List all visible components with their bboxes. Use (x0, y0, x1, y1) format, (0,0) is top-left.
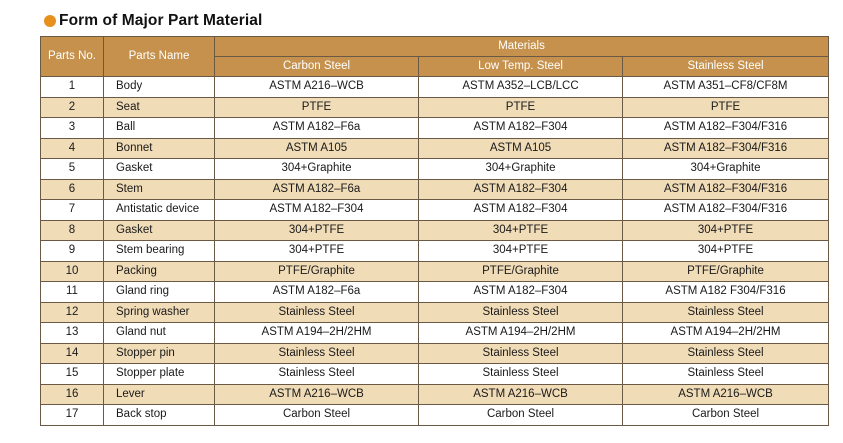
parts-no-cell: 13 (41, 323, 104, 344)
table-row (41, 220, 829, 241)
header-materials: Materials (215, 37, 829, 57)
stainless-steel-cell: ASTM A182–F304/F316 (623, 138, 829, 159)
table-row (41, 138, 829, 159)
stainless-steel-cell: 304+PTFE (623, 220, 829, 241)
carbon-steel-cell: 304+Graphite (215, 159, 419, 180)
parts-name-cell: Gasket (104, 220, 215, 241)
low-temp-steel-cell: ASTM A182–F304 (419, 282, 623, 303)
table-row (41, 241, 829, 262)
parts-name-cell: Spring washer (104, 302, 215, 323)
carbon-steel-cell: 304+PTFE (215, 220, 419, 241)
parts-name-cell: Seat (104, 97, 215, 118)
carbon-steel-cell: Carbon Steel (215, 405, 419, 426)
stainless-steel-cell: ASTM A182 F304/F316 (623, 282, 829, 303)
table-body (41, 77, 829, 426)
parts-name-cell: Packing (104, 261, 215, 282)
parts-no-cell: 8 (41, 220, 104, 241)
carbon-steel-cell: 304+PTFE (215, 241, 419, 262)
section-title-text: Form of Major Part Material (59, 12, 263, 29)
stainless-steel-cell: ASTM A351–CF8/CF8M (623, 77, 829, 98)
carbon-steel-cell: ASTM A182–F6a (215, 179, 419, 200)
parts-no-cell: 11 (41, 282, 104, 303)
low-temp-steel-cell: ASTM A216–WCB (419, 384, 623, 405)
parts-no-cell: 2 (41, 97, 104, 118)
materials-table (40, 36, 829, 426)
header-parts-no: Parts No. (41, 37, 104, 77)
low-temp-steel-cell: ASTM A182–F304 (419, 118, 623, 139)
header-low-temp-steel: Low Temp. Steel (419, 57, 623, 77)
parts-no-cell: 17 (41, 405, 104, 426)
low-temp-steel-cell: Carbon Steel (419, 405, 623, 426)
parts-name-cell: Gland nut (104, 323, 215, 344)
stainless-steel-cell: ASTM A182–F304/F316 (623, 118, 829, 139)
parts-name-cell: Gasket (104, 159, 215, 180)
low-temp-steel-cell: ASTM A182–F304 (419, 200, 623, 221)
parts-name-cell: Bonnet (104, 138, 215, 159)
carbon-steel-cell: Stainless Steel (215, 343, 419, 364)
parts-no-cell: 15 (41, 364, 104, 385)
parts-name-cell: Stopper pin (104, 343, 215, 364)
low-temp-steel-cell: ASTM A194–2H/2HM (419, 323, 623, 344)
low-temp-steel-cell: 304+Graphite (419, 159, 623, 180)
low-temp-steel-cell: ASTM A352–LCB/LCC (419, 77, 623, 98)
stainless-steel-cell: ASTM A216–WCB (623, 384, 829, 405)
parts-no-cell: 10 (41, 261, 104, 282)
parts-no-cell: 6 (41, 179, 104, 200)
table-row (41, 343, 829, 364)
parts-name-cell: Stem (104, 179, 215, 200)
stainless-steel-cell: ASTM A182–F304/F316 (623, 200, 829, 221)
carbon-steel-cell: ASTM A182–F6a (215, 118, 419, 139)
table-row (41, 282, 829, 303)
carbon-steel-cell: ASTM A194–2H/2HM (215, 323, 419, 344)
table-row (41, 364, 829, 385)
parts-name-cell: Gland ring (104, 282, 215, 303)
carbon-steel-cell: PTFE (215, 97, 419, 118)
section-title (44, 11, 262, 31)
header-stainless-steel: Stainless Steel (623, 57, 829, 77)
parts-no-cell: 5 (41, 159, 104, 180)
low-temp-steel-cell: PTFE (419, 97, 623, 118)
table-row (41, 77, 829, 98)
parts-name-cell: Body (104, 77, 215, 98)
parts-no-cell: 12 (41, 302, 104, 323)
stainless-steel-cell: ASTM A194–2H/2HM (623, 323, 829, 344)
parts-name-cell: Back stop (104, 405, 215, 426)
stainless-steel-cell: PTFE/Graphite (623, 261, 829, 282)
low-temp-steel-cell: ASTM A182–F304 (419, 179, 623, 200)
low-temp-steel-cell: ASTM A105 (419, 138, 623, 159)
stainless-steel-cell: Stainless Steel (623, 343, 829, 364)
table-row (41, 323, 829, 344)
carbon-steel-cell: ASTM A105 (215, 138, 419, 159)
carbon-steel-cell: ASTM A216–WCB (215, 77, 419, 98)
carbon-steel-cell: PTFE/Graphite (215, 261, 419, 282)
low-temp-steel-cell: Stainless Steel (419, 302, 623, 323)
header-parts-name: Parts Name (104, 37, 215, 77)
low-temp-steel-cell: Stainless Steel (419, 364, 623, 385)
low-temp-steel-cell: 304+PTFE (419, 241, 623, 262)
parts-no-cell: 1 (41, 77, 104, 98)
stainless-steel-cell: 304+PTFE (623, 241, 829, 262)
stainless-steel-cell: 304+Graphite (623, 159, 829, 180)
table-row (41, 179, 829, 200)
table-row (41, 200, 829, 221)
parts-no-cell: 4 (41, 138, 104, 159)
parts-no-cell: 9 (41, 241, 104, 262)
low-temp-steel-cell: 304+PTFE (419, 220, 623, 241)
low-temp-steel-cell: Stainless Steel (419, 343, 623, 364)
table-row (41, 118, 829, 139)
parts-no-cell: 7 (41, 200, 104, 221)
parts-name-cell: Stopper plate (104, 364, 215, 385)
table-row (41, 405, 829, 426)
header-carbon-steel: Carbon Steel (215, 57, 419, 77)
table-row (41, 302, 829, 323)
parts-no-cell: 14 (41, 343, 104, 364)
stainless-steel-cell: PTFE (623, 97, 829, 118)
parts-name-cell: Antistatic device (104, 200, 215, 221)
table-row (41, 384, 829, 405)
carbon-steel-cell: ASTM A182–F6a (215, 282, 419, 303)
stainless-steel-cell: Stainless Steel (623, 302, 829, 323)
table-row (41, 159, 829, 180)
carbon-steel-cell: ASTM A216–WCB (215, 384, 419, 405)
table-row (41, 261, 829, 282)
carbon-steel-cell: Stainless Steel (215, 364, 419, 385)
table-row (41, 97, 829, 118)
parts-no-cell: 3 (41, 118, 104, 139)
parts-no-cell: 16 (41, 384, 104, 405)
carbon-steel-cell: ASTM A182–F304 (215, 200, 419, 221)
carbon-steel-cell: Stainless Steel (215, 302, 419, 323)
parts-name-cell: Lever (104, 384, 215, 405)
parts-name-cell: Stem bearing (104, 241, 215, 262)
stainless-steel-cell: ASTM A182–F304/F316 (623, 179, 829, 200)
stainless-steel-cell: Carbon Steel (623, 405, 829, 426)
low-temp-steel-cell: PTFE/Graphite (419, 261, 623, 282)
parts-name-cell: Ball (104, 118, 215, 139)
orange-bullet-icon (44, 15, 56, 27)
stainless-steel-cell: Stainless Steel (623, 364, 829, 385)
